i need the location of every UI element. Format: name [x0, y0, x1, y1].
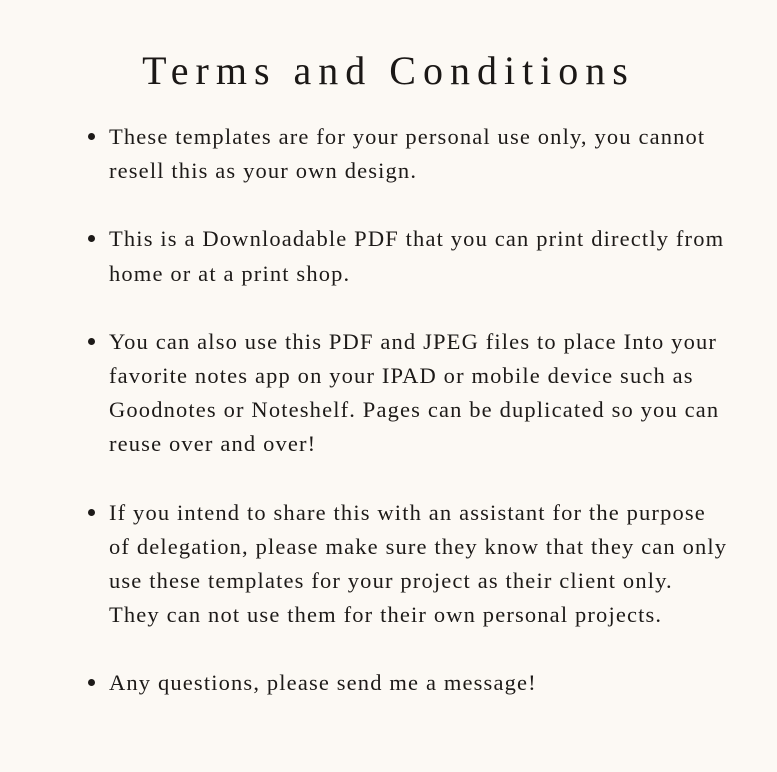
terms-list	[88, 120, 728, 701]
bullet-icon	[88, 235, 95, 242]
page-title: Terms and Conditions	[142, 48, 635, 93]
term-text: These templates are for your personal use only, you cannot resell this as your own design.	[109, 124, 706, 184]
term-item-questions	[88, 666, 728, 700]
bullet-icon	[88, 338, 95, 345]
term-item-assistant-sharing	[88, 496, 728, 633]
term-text: Any questions, please send me a message!	[109, 670, 537, 696]
bullet-icon	[88, 133, 95, 140]
term-item-downloadable-pdf	[88, 222, 728, 290]
bullet-icon	[88, 509, 95, 516]
term-text: If you intend to share this with an assistant for the purpose of delegation, please make sure they know that they can only use these templates for your project as their client only. They can not use them for their own personal projects.	[109, 499, 728, 628]
term-item-notes-app	[88, 325, 728, 462]
term-text: You can also use this PDF and JPEG files to place Into your favorite notes app on your IPAD or mobile device such as Goodnotes or Noteshelf. Pages can be duplicated so you can reuse over and over!	[109, 328, 720, 457]
bullet-icon	[88, 679, 95, 686]
term-text: This is a Downloadable PDF that you can print directly from home or at a print shop.	[109, 226, 725, 286]
term-item-personal-use	[88, 120, 728, 188]
